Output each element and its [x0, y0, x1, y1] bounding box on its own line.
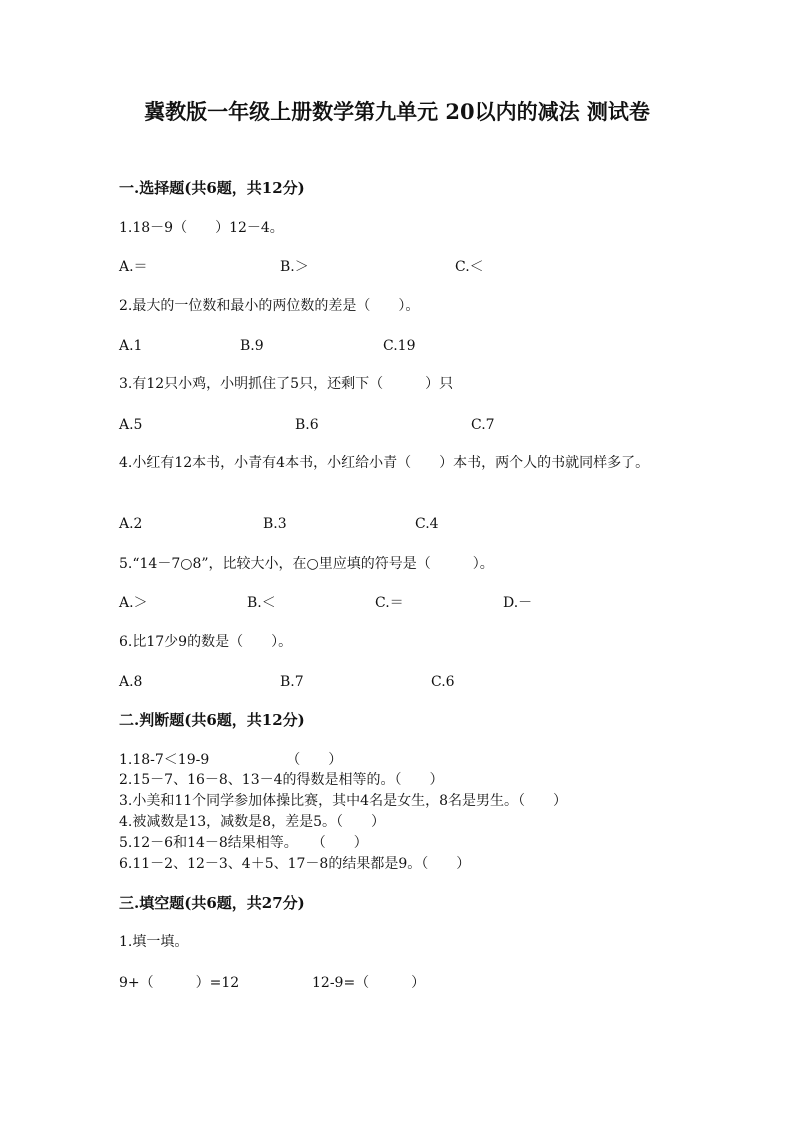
fill-expression-1: 9+（ ）=12: [119, 975, 240, 991]
option-6b: B.7: [280, 674, 304, 690]
question-6: 6.比17少9的数是（ ）。: [119, 634, 293, 650]
question-5: 5.“14－7○8”，比较大小，在○里应填的符号是（ ）。: [119, 556, 494, 572]
question-2: 2.最大的一位数和最小的两位数的差是（ ）。: [119, 298, 420, 314]
judge-item: 6.11－2、12－3、4＋5、17－8的结果都是9。（ ）: [119, 856, 471, 872]
judge-item: 5.12－6和14－8结果相等。 （ ）: [119, 835, 368, 851]
option-5d: D.－: [503, 595, 533, 611]
section-heading-fill: 三.填空题(共6题，共27分): [119, 894, 305, 912]
fill-expression-2: 12-9=（ ）: [312, 975, 426, 991]
question-1: 1.18－9（ ）12－4。: [119, 220, 284, 236]
question-4: 4.小红有12本书，小青有4本书，小红给小青（ ）本书，两个人的书就同样多了。: [119, 455, 650, 471]
option-2b: B.9: [240, 338, 264, 354]
option-2a: A.1: [119, 338, 143, 354]
question-3: 3.有12只小鸡，小明抓住了5只，还剩下（ ）只: [119, 376, 454, 392]
section-heading-choice: 一.选择题(共6题，共12分): [119, 179, 305, 197]
judge-item: 3.小美和11个同学参加体操比赛，其中4名是女生，8名是男生。（ ）: [119, 793, 567, 809]
option-2c: C.19: [383, 338, 416, 354]
option-1b: B.＞: [280, 259, 309, 275]
option-4c: C.4: [415, 516, 439, 532]
option-1a: A.＝: [119, 259, 148, 275]
option-4b: B.3: [263, 516, 287, 532]
option-4a: A.2: [119, 516, 143, 532]
option-3c: C.7: [471, 417, 495, 433]
judge-item: 2.15－7、16－8、13－4的得数是相等的。（ ）: [119, 772, 444, 788]
judge-item: 1.18-7＜19-9 （ ）: [119, 752, 343, 768]
option-6c: C.6: [431, 674, 455, 690]
fill-question-1: 1.填一填。: [119, 934, 189, 950]
judge-item: 4.被减数是13，减数是8，差是5。（ ）: [119, 814, 385, 830]
option-3b: B.6: [295, 417, 319, 433]
option-1c: C.＜: [455, 259, 484, 275]
option-3a: A.5: [119, 417, 143, 433]
option-5b: B.＜: [247, 595, 276, 611]
option-5a: A.＞: [119, 595, 148, 611]
page-title: 冀教版一年级上册数学第九单元 20以内的减法 测试卷: [144, 99, 650, 124]
option-5c: C.＝: [375, 595, 404, 611]
section-heading-judge: 二.判断题(共6题，共12分): [119, 711, 305, 729]
option-6a: A.8: [119, 674, 143, 690]
